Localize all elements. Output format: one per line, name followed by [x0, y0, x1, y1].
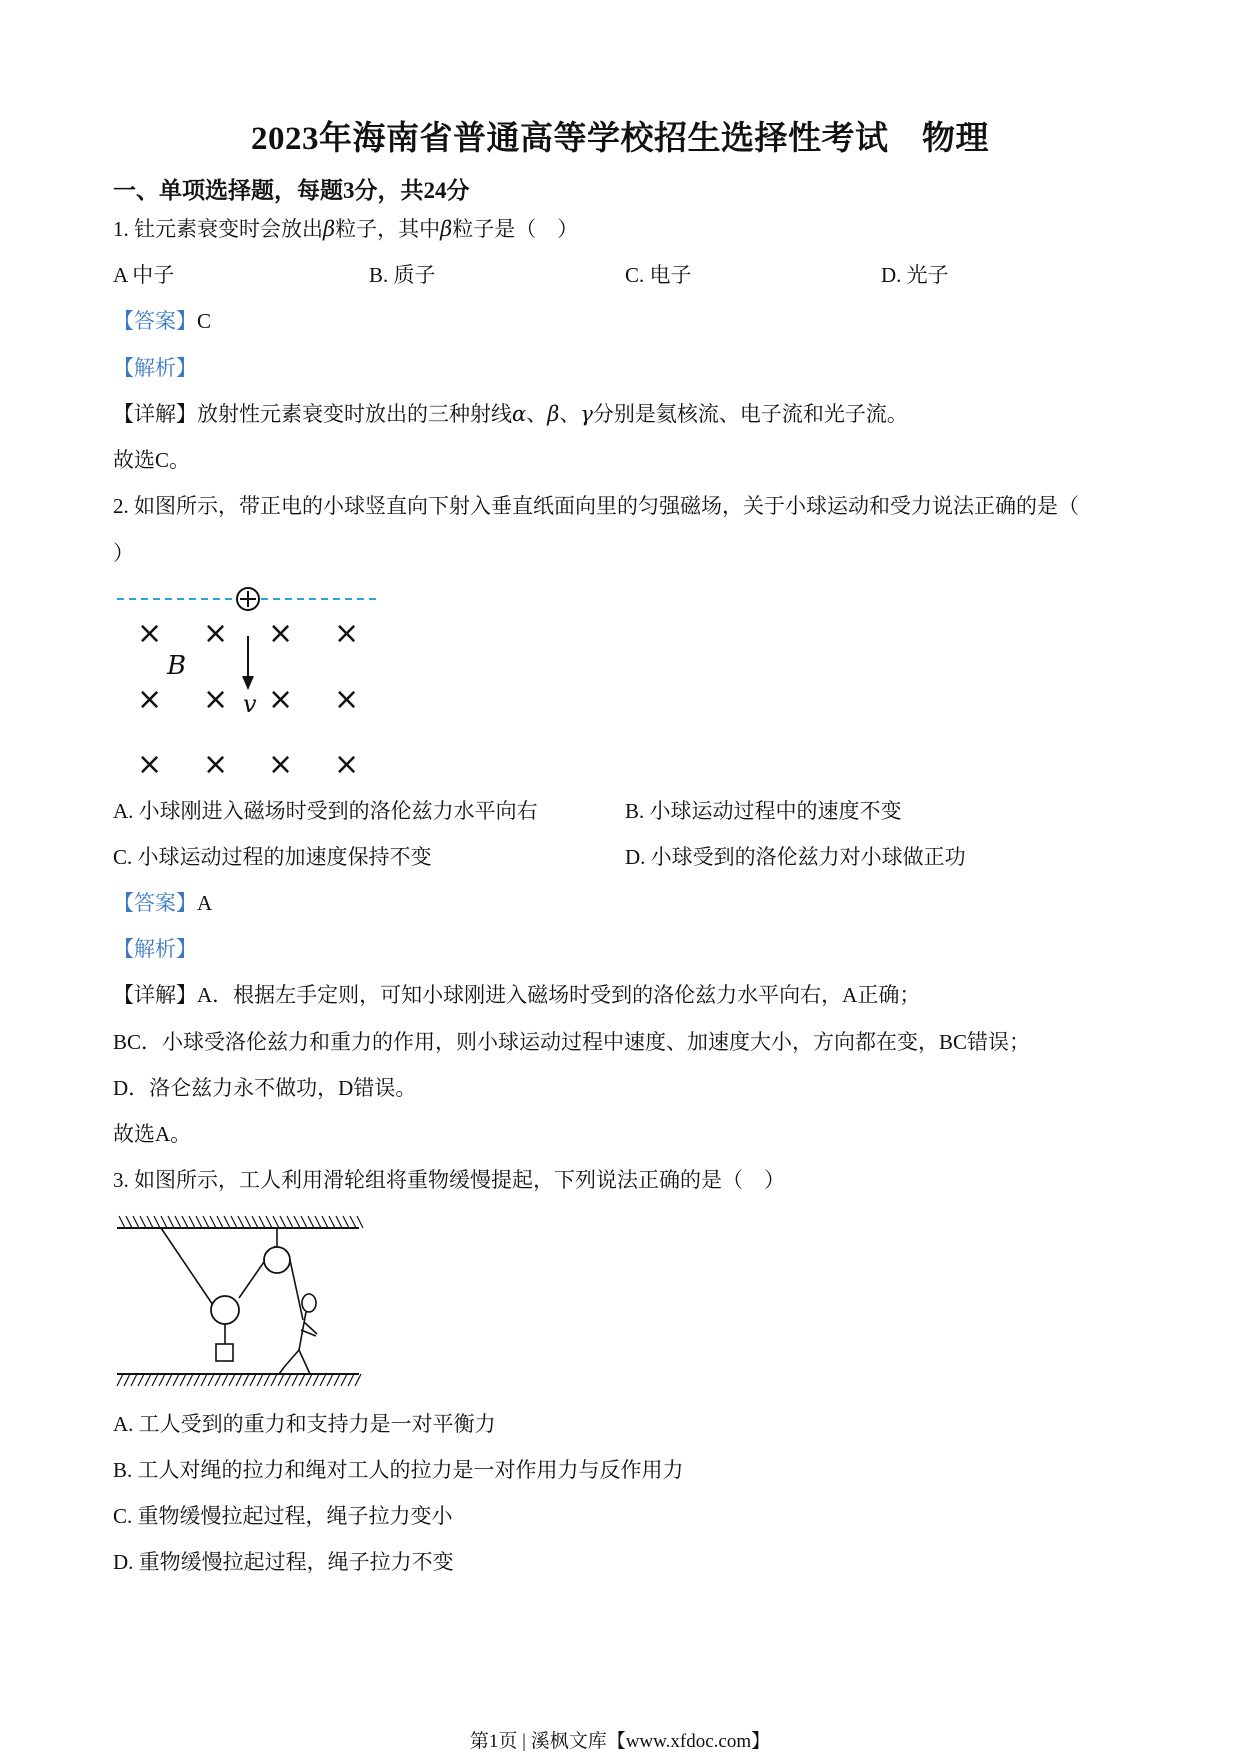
hatch-line	[280, 1216, 286, 1228]
hatch-line	[168, 1216, 174, 1228]
hatch-line	[322, 1216, 328, 1228]
hatch-line	[343, 1216, 349, 1228]
hatch-line	[208, 1374, 214, 1386]
q3-option-a: A. 工人受到的重力和支持力是一对平衡力	[113, 1412, 496, 1436]
field-cross-mark: ×	[203, 682, 229, 717]
field-label-b: B	[167, 651, 187, 681]
hatch-line	[308, 1216, 314, 1228]
q1-option-d: D. 光子	[881, 263, 949, 287]
q1-option-b: B. 质子	[369, 263, 436, 287]
q1-conclusion: 故选C。	[113, 448, 191, 472]
hatch-line	[341, 1374, 347, 1386]
hatch-line	[203, 1216, 209, 1228]
worker-leg	[299, 1350, 310, 1374]
hatch-line	[329, 1216, 335, 1228]
hatch-line	[285, 1374, 291, 1386]
velocity-arrow-head	[242, 676, 254, 690]
question-2-stem: 2. 如图所示，带正电的小球竖直向下射入垂直纸面向里的匀强磁场，关于小球运动和受力说法正确的是（	[113, 494, 1079, 518]
hatch-line	[147, 1216, 153, 1228]
question-3-stem: 3. 如图所示，工人利用滑轮组将重物缓慢提起，下列说法正确的是（ ）	[113, 1168, 785, 1192]
hatch-line	[278, 1374, 284, 1386]
beta-symbol: β	[547, 402, 560, 426]
q1-stem-part: 粒子是（ ）	[452, 217, 579, 241]
hatch-line	[182, 1216, 188, 1228]
hatch-line	[119, 1216, 125, 1228]
detail-text: 分别是氦核流、电子流和光子流。	[592, 402, 908, 426]
q2-detail-1	[113, 980, 920, 1010]
section-heading: 一、单项选择题，每题3分，共24分	[113, 178, 470, 203]
question-2-stem-end: ）	[113, 541, 134, 565]
q1-stem-part: 粒子，其中	[335, 217, 441, 241]
hatch-line	[320, 1374, 326, 1386]
hatch-line	[215, 1374, 221, 1386]
hatch-line	[152, 1374, 158, 1386]
hatch-line	[145, 1374, 151, 1386]
field-cross-mark: ×	[268, 682, 294, 717]
hatch-line	[124, 1374, 130, 1386]
movable-pulley-icon	[211, 1296, 239, 1324]
hatch-line	[294, 1216, 300, 1228]
hatch-line	[287, 1216, 293, 1228]
field-cross-mark: ×	[137, 747, 163, 782]
hatch-line	[243, 1374, 249, 1386]
hatch-line	[131, 1374, 137, 1386]
hatch-line	[161, 1216, 167, 1228]
hatch-line	[259, 1216, 265, 1228]
hatch-line	[327, 1374, 333, 1386]
hatch-line	[238, 1216, 244, 1228]
q2-conclusion: 故选A。	[113, 1122, 192, 1146]
hatch-line	[189, 1216, 195, 1228]
q1-stem-part: 1. 钍元素衰变时会放出	[113, 217, 323, 241]
hatch-line	[159, 1374, 165, 1386]
hatch-line	[196, 1216, 202, 1228]
hatch-line	[301, 1216, 307, 1228]
answer-value: A	[197, 891, 213, 915]
gamma-symbol: γ	[580, 402, 593, 426]
hatch-line	[154, 1216, 160, 1228]
page-title: 2023年海南省普通高等学校招生选择性考试 物理	[251, 121, 989, 157]
hatch-line	[210, 1216, 216, 1228]
field-cross-mark: ×	[137, 616, 163, 651]
hatch-line	[194, 1374, 200, 1386]
hatch-line	[273, 1216, 279, 1228]
hatch-line	[224, 1216, 230, 1228]
hatch-line	[266, 1216, 272, 1228]
hatch-line	[355, 1374, 361, 1386]
hatch-line	[175, 1216, 181, 1228]
hatch-line	[257, 1374, 263, 1386]
hatch-line	[140, 1216, 146, 1228]
hatch-line	[250, 1374, 256, 1386]
field-cross-mark: ×	[334, 682, 360, 717]
hatch-line	[292, 1374, 298, 1386]
hatch-line	[187, 1374, 193, 1386]
q3-option-c: C. 重物缓慢拉起过程，绳子拉力变小	[113, 1504, 453, 1528]
hatch-line	[217, 1216, 223, 1228]
q1-detail	[113, 399, 908, 429]
separator: 、	[526, 402, 548, 426]
separator: 、	[559, 402, 581, 426]
hatch-line	[252, 1216, 258, 1228]
detail-label: 【详解】	[113, 983, 197, 1007]
field-cross-mark: ×	[334, 616, 360, 651]
ground-hatch	[117, 1374, 361, 1386]
hatch-line	[306, 1374, 312, 1386]
rope-left-fixed	[161, 1228, 215, 1308]
hatch-line	[138, 1374, 144, 1386]
field-cross-mark: ×	[268, 747, 294, 782]
fixed-pulley-icon	[264, 1247, 290, 1273]
q2-detail-3: D．洛仑兹力永不做功，D错误。	[113, 1076, 417, 1100]
field-cross-mark: ×	[203, 616, 229, 651]
field-cross-mark: ×	[203, 747, 229, 782]
velocity-label-v: v	[243, 690, 257, 718]
weight-block	[216, 1344, 233, 1361]
alpha-symbol: α	[512, 402, 527, 426]
hatch-line	[133, 1216, 139, 1228]
page-footer: 第1页 | 溪枫文库【www.xfdoc.com】	[469, 1731, 771, 1752]
q3-option-d: D. 重物缓慢拉起过程，绳子拉力不变	[113, 1550, 454, 1574]
ceiling-hatch	[119, 1216, 363, 1228]
hatch-line	[348, 1374, 354, 1386]
q1-option-a: A 中子	[113, 263, 175, 287]
rope-to-worker	[290, 1260, 303, 1320]
hatch-line	[315, 1216, 321, 1228]
hatch-line	[117, 1374, 123, 1386]
pulley-figure	[113, 1210, 373, 1390]
answer-label: 【答案】	[113, 309, 197, 333]
hatch-line	[229, 1374, 235, 1386]
field-cross-mark: ×	[334, 747, 360, 782]
hatch-line	[271, 1374, 277, 1386]
q1-option-c: C. 电子	[625, 263, 692, 287]
answer-value: C	[197, 309, 212, 333]
hatch-line	[173, 1374, 179, 1386]
hatch-line	[126, 1216, 132, 1228]
hatch-line	[245, 1216, 251, 1228]
magnetic-field-figure	[113, 584, 393, 784]
worker-leg	[279, 1366, 285, 1374]
q3-option-b: B. 工人对绳的拉力和绳对工人的拉力是一对作用力与反作用力	[113, 1458, 684, 1482]
detail-label: 【详解】	[113, 402, 197, 426]
field-cross-mark: ×	[137, 682, 163, 717]
q2-detail-2: BC．小球受洛伦兹力和重力的作用，则小球运动过程中速度、加速度大小，方向都在变，BC错误；	[113, 1030, 1031, 1054]
hatch-line	[350, 1216, 356, 1228]
hatch-line	[180, 1374, 186, 1386]
hatch-line	[357, 1216, 363, 1228]
hatch-line	[166, 1374, 172, 1386]
worker-leg	[285, 1350, 299, 1366]
hatch-line	[222, 1374, 228, 1386]
detail-text: 放射性元素衰变时放出的三种射线	[197, 402, 512, 426]
worker-head	[302, 1294, 316, 1312]
hatch-line	[201, 1374, 207, 1386]
question-1-stem	[113, 214, 578, 244]
hatch-line	[336, 1216, 342, 1228]
q1-answer	[113, 306, 211, 336]
hatch-line	[334, 1374, 340, 1386]
hatch-line	[264, 1374, 270, 1386]
hatch-line	[231, 1216, 237, 1228]
q2-answer	[113, 888, 212, 918]
q2-option-a: A. 小球刚进入磁场时受到的洛伦兹力水平向右	[113, 799, 538, 823]
hatch-line	[313, 1374, 319, 1386]
beta-symbol: β	[323, 217, 336, 241]
q2-analysis-label: 【解析】	[113, 937, 197, 961]
answer-label: 【答案】	[113, 891, 197, 915]
detail-text: A．根据左手定则，可知小球刚进入磁场时受到的洛伦兹力水平向右，A正确；	[197, 983, 921, 1007]
hatch-line	[299, 1374, 305, 1386]
beta-symbol: β	[440, 217, 453, 241]
q2-option-c: C. 小球运动过程的加速度保持不变	[113, 845, 432, 869]
hatch-line	[236, 1374, 242, 1386]
q2-option-d: D. 小球受到的洛伦兹力对小球做正功	[625, 845, 966, 869]
q2-option-b: B. 小球运动过程中的速度不变	[625, 799, 902, 823]
field-cross-mark: ×	[268, 616, 294, 651]
q1-analysis-label: 【解析】	[113, 356, 197, 380]
